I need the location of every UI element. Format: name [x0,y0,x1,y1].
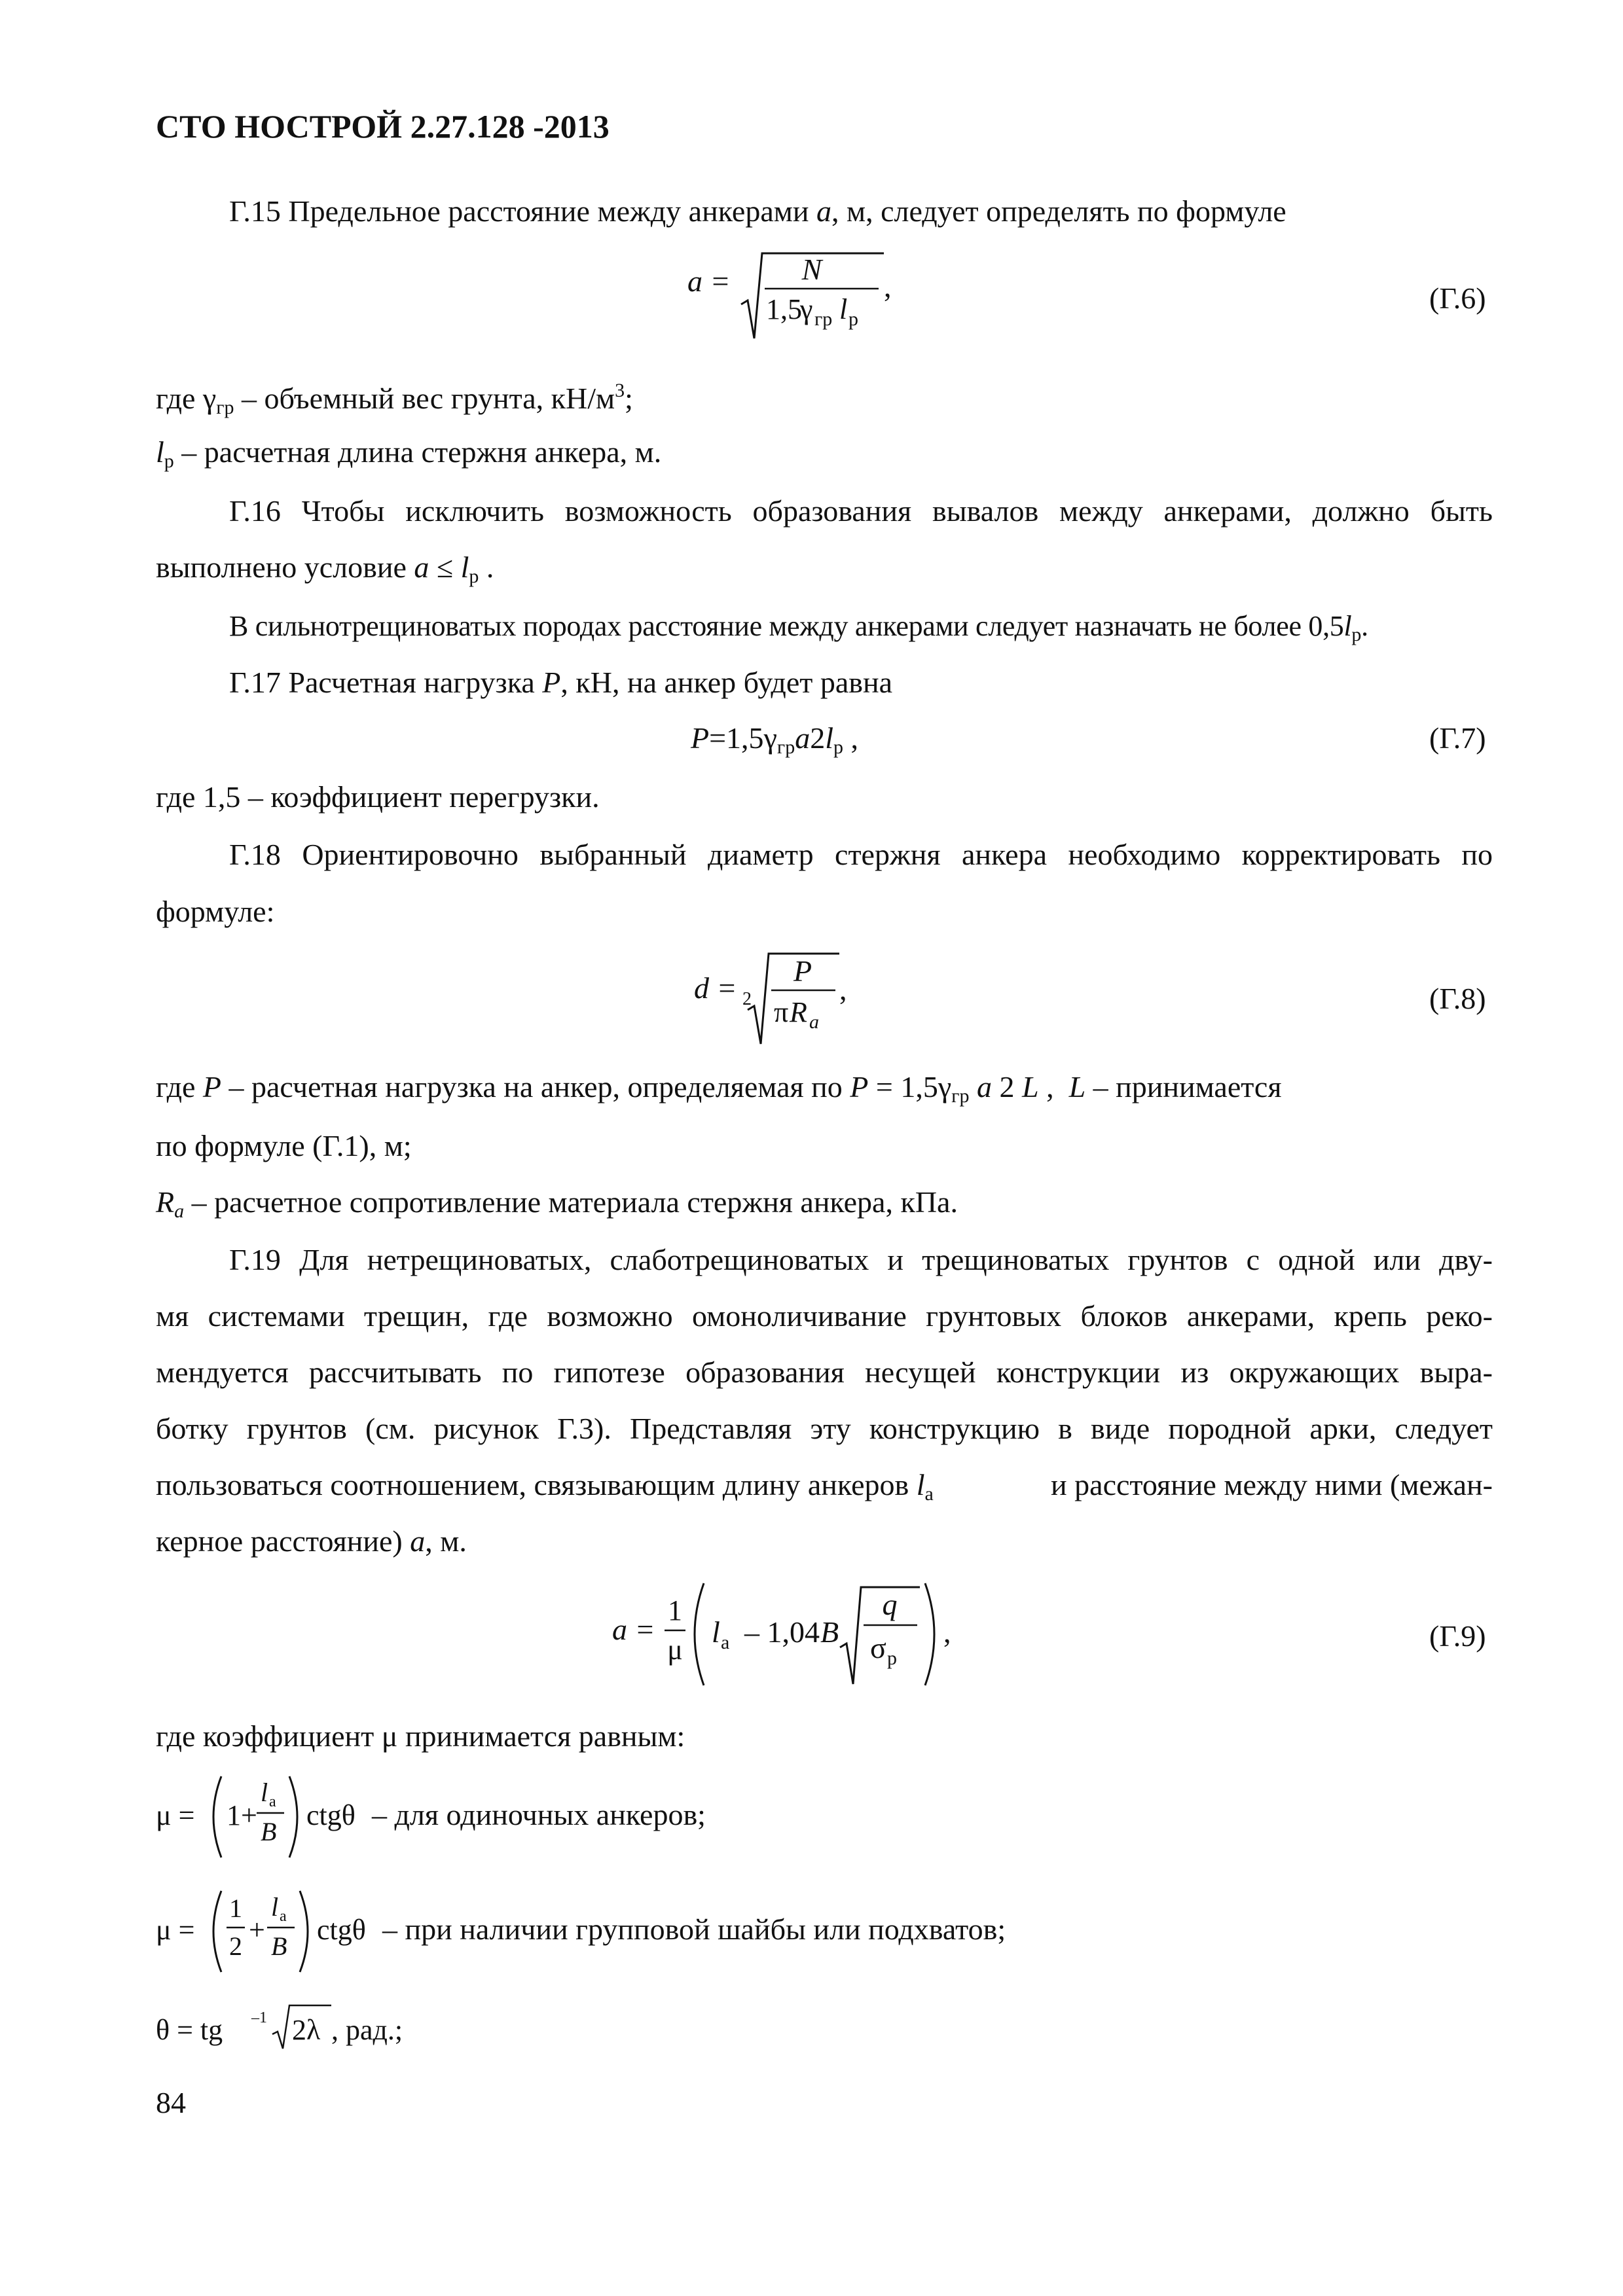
page-number: 84 [156,2086,186,2119]
document-header: СТО НОСТРОЙ 2.27.128 -2013 [156,108,610,145]
mu1-paren-left [213,1776,221,1857]
formula-g7 [691,723,858,757]
f6-den-gamma: γ [800,293,813,325]
g19-l6-a: a [410,1524,426,1558]
g19-l5-sub: а [924,1483,934,1505]
where8-eq: = 1,5 [868,1070,938,1103]
where6-pre: где [156,382,203,415]
where8-L: L [1014,1070,1039,1103]
where6-line2-text: – расчетная длина стержня анкера, м. [173,435,662,469]
g15-text-post: , м, следует определять по формуле [831,194,1286,228]
f7-gamma: γ [763,721,777,755]
where8-gamma-sub: гр [951,1085,970,1107]
formula-g6-label: (Г.6) [1429,281,1486,315]
g17-post: , кН, на анкер будет равна [560,666,893,699]
f8-den-R: R [790,996,807,1028]
mu2-text: – при наличии групповой шайбы или подхватов; [382,1912,1006,1946]
f9-l-sub: а [721,1632,730,1653]
f6-lhs: a = [687,264,731,298]
f8-root-index: 2 [742,989,752,1009]
mu2-half-den: 2 [229,1931,242,1961]
mu1-B: B [261,1817,277,1846]
mu1-l-sub: а [269,1793,276,1810]
g19-l6-post: , м. [425,1524,467,1558]
g19-l5-pre: пользоваться соотношением, связывающим длину анкеров [156,1468,917,1501]
theta-formula [156,1996,614,2062]
where8-R: R [156,1185,175,1219]
mu2-B: B [271,1931,287,1961]
g15-var-a: a [816,194,831,228]
where8-a: a [969,1070,992,1103]
mu-intro: где коэффициент μ принимается равным: [156,1719,685,1753]
f6-den-l: l [839,293,848,325]
paragraph-g16-line2 [156,552,494,586]
where8-L2: L [1068,1070,1086,1103]
mu1-l: l [261,1778,268,1807]
paragraph-g19-line4: ботку грунтов (см. рисунок Г.3). Представляя эту конструкцию в виде породной арки, следует [156,1412,1493,1445]
g15-text-pre: Г.15 Предельное расстояние между анкерами [229,194,816,228]
g16-line2-end: . [479,550,494,584]
g19-l6-pre: керное расстояние) [156,1524,410,1558]
where6-l: l [156,435,164,469]
mu2-lhs: μ = [156,1914,195,1946]
where-g7: где 1,5 – коэффициент перегрузки. [156,780,600,814]
where6-gamma: γ [202,382,217,415]
mu1-lhs: μ = [156,1799,195,1831]
formula-g6 [687,245,910,350]
where-g8-line1 [156,1072,1282,1106]
f9-sigma-sub: р [887,1647,897,1669]
f6-numerator: N [801,253,822,286]
where6-gamma-sub: гр [216,397,234,418]
paragraph-g19-line6 [156,1526,467,1556]
f9-comma: , [943,1615,951,1649]
g16-cond-l: l [460,550,469,584]
theta-rad: 2λ [292,2014,321,2046]
where-g6-line2 [156,437,661,471]
formula-g8-label: (Г.8) [1429,982,1486,1015]
where8-P: P [202,1070,222,1103]
theta-sup: –1 [251,2009,267,2026]
paragraph-g19-line1: Г.19 Для нетрещиноватых, слаботрещиноватых и трещиноватых грунтов с одной или дву- [229,1243,1493,1276]
f8-numerator: P [793,954,812,988]
paragraph-g19-line2: мя системами трещин, где возможно омоноличивание грунтовых блоков анкерами, крепь реко- [156,1299,1493,1333]
mu2-half-num: 1 [229,1893,242,1923]
mu1-text: – для одиночных анкеров; [372,1798,706,1831]
f8-den-pi: π [774,996,789,1028]
theta-lhs: θ = tg [156,2014,223,2046]
g19-l5-l: l [916,1468,925,1501]
mu-formula-2 [156,1882,1072,1980]
f7-l-sub: р [833,736,843,758]
where6-l-sub: р [164,450,174,472]
formula-g8 [694,946,864,1050]
f9-q: q [882,1588,898,1621]
mu2-l-sub: а [280,1908,287,1925]
where8-mid: – расчетная нагрузка на анкер, определяемая по [221,1070,850,1103]
f7-two: 2 [810,721,826,755]
f6-den-l-sub: р [848,308,858,330]
f9-frac-den: μ [667,1634,683,1666]
mu1-one: 1+ [227,1799,257,1831]
f9-paren-left [695,1583,704,1685]
f8-den-sub: a [809,1011,819,1033]
where8-P2: P [850,1070,869,1103]
f7-eq: =1,5 [709,721,764,755]
paragraph-g15 [229,196,1286,226]
g16-line3-end: . [1361,610,1368,642]
f6-den-coef: 1,5 [766,293,802,325]
paragraph-g19-line5 [156,1470,1493,1504]
g17-var-p: P [542,666,561,699]
f7-P: P [691,721,710,755]
where8-R-sub: a [174,1200,185,1222]
mu2-paren-left [213,1891,221,1972]
g17-pre: Г.17 Расчетная нагрузка [229,666,543,699]
mu1-ctg: ctgθ [306,1799,356,1831]
where8-gamma: γ [938,1070,952,1103]
f9-sigma: σ [870,1631,886,1664]
where8-two: 2 [991,1070,1015,1103]
paragraph-g18-line2: формуле: [156,895,275,928]
formula-g9 [612,1574,953,1698]
paragraph-g17 [229,668,892,698]
f9-lhs: a = [612,1613,655,1646]
paragraph-g19-line3: мендуется рассчитывать по гипотезе образования несущей конструкции из окружающих выра- [156,1355,1493,1389]
theta-text: , рад.; [331,2014,403,2046]
f9-minus: – 1,04 [744,1615,820,1649]
f7-a: a [795,721,811,755]
where8-line3-text: – расчетное сопротивление материала стержня анкера, кПа. [184,1185,958,1219]
where-g8-line2: по формуле (Г.1), м; [156,1129,412,1162]
f8-lhs: d = [694,971,737,1005]
mu2-plus: + [249,1914,265,1946]
f6-den-gamma-sub: гр [814,308,833,330]
g16-line3-pre: В сильнотрещиноватых породах расстояние между анкерами следует назначать не более 0,5 [229,610,1344,642]
mu1-paren-right [289,1776,297,1857]
formula-g7-label: (Г.7) [1429,721,1486,755]
g16-line2-pre: выполнено условие [156,550,414,584]
g19-l5-post: и расстояние между ними (межан- [1051,1468,1493,1501]
f7-gamma-sub: гр [776,736,795,758]
f8-comma: , [839,973,847,1006]
f9-frac-num: 1 [668,1594,682,1626]
paragraph-g16-line1: Г.16 Чтобы исключить возможность образования вывалов между анкерами, должно быть [229,494,1493,528]
f9-paren-right [925,1583,934,1685]
where8-pre: где [156,1070,203,1103]
f7-l: l [825,721,833,755]
paragraph-g18-line1: Г.18 Ориентировочно выбранный диаметр стержня анкера необходимо корректировать по [229,838,1493,871]
f9-B: B [820,1615,839,1649]
formula-g9-label: (Г.9) [1429,1619,1486,1653]
g16-line3-l: l [1343,610,1352,642]
f6-comma: , [884,270,892,303]
mu2-ctg: ctgθ [317,1914,366,1946]
where-g6-line1 [156,381,633,418]
g16-cond-le: ≤ [429,550,461,584]
where6-mid: – объемный вес грунта, кН/м [234,382,615,415]
g16-cond-sub: р [469,565,479,587]
where6-sup: 3 [615,380,625,401]
f7-comma: , [843,721,858,755]
g16-line3-sub: р [1351,624,1362,645]
mu-formula-1 [156,1767,811,1865]
where-g8-line3 [156,1187,958,1221]
g16-cond-a: a [414,550,429,584]
mu2-l: l [271,1892,279,1922]
f9-l: l [712,1615,720,1649]
where8-tail: – принимается [1085,1070,1282,1103]
paragraph-g16-line3 [229,612,1368,645]
where6-end: ; [625,382,633,415]
g19-l5-left [156,1470,934,1504]
mu2-paren-right [300,1891,308,1972]
where8-comma: , [1038,1070,1069,1103]
